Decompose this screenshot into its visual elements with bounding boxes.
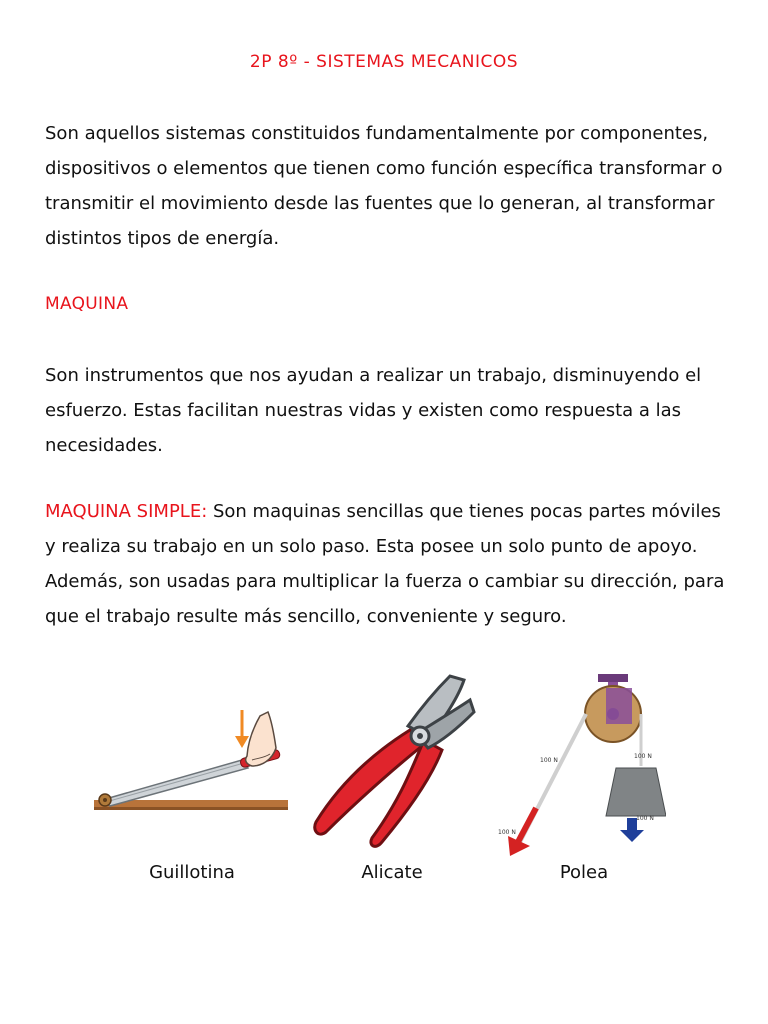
- intro-paragraph: Son aquellos sistemas constituidos fundamentalmente por componentes, dispositivos o elementos que tienen como función específica transformar o transmitir el movimiento desde las fuentes que lo generan, al transformar distintos tipos de energía.: [45, 123, 723, 249]
- guillotine-lever-icon: [92, 708, 292, 816]
- force-label-1: 100 N: [540, 757, 558, 764]
- force-label-2: 100 N: [634, 753, 652, 760]
- force-label-4: 100 N: [636, 815, 654, 822]
- caption-guillotina: Guillotina: [149, 862, 235, 883]
- caption-alicate: Alicate: [361, 862, 423, 883]
- pliers-icon: [308, 672, 476, 848]
- maquina-paragraph: Son instrumentos que nos ayudan a realizar un trabajo, disminuyendo el esfuerzo. Estas facilitan nuestras vidas y existen como respuesta a las necesidades.: [45, 365, 702, 456]
- pulley-icon: [496, 670, 666, 860]
- section-heading-maquina-simple: MAQUINA SIMPLE:: [45, 501, 208, 522]
- pliers-figure: [308, 672, 476, 848]
- maquina-simple-paragraph: [45, 494, 735, 634]
- maquina-simple-text: Son maquinas sencillas que tienes pocas partes móviles y realiza su trabajo en un solo paso. Esta posee un solo punto de apoyo. Además, son usadas para multiplicar la fuerza o cambiar su dirección, para que el trabajo resulte más sencillo, conveniente y seguro.: [45, 501, 725, 627]
- guillotine-figure: [92, 708, 292, 816]
- section-heading-maquina: MAQUINA: [45, 294, 129, 314]
- page-title: 2P 8º - SISTEMAS MECANICOS: [249, 52, 519, 72]
- pulley-figure: [496, 670, 666, 860]
- caption-polea: Polea: [559, 862, 609, 883]
- force-label-3: 100 N: [498, 829, 516, 836]
